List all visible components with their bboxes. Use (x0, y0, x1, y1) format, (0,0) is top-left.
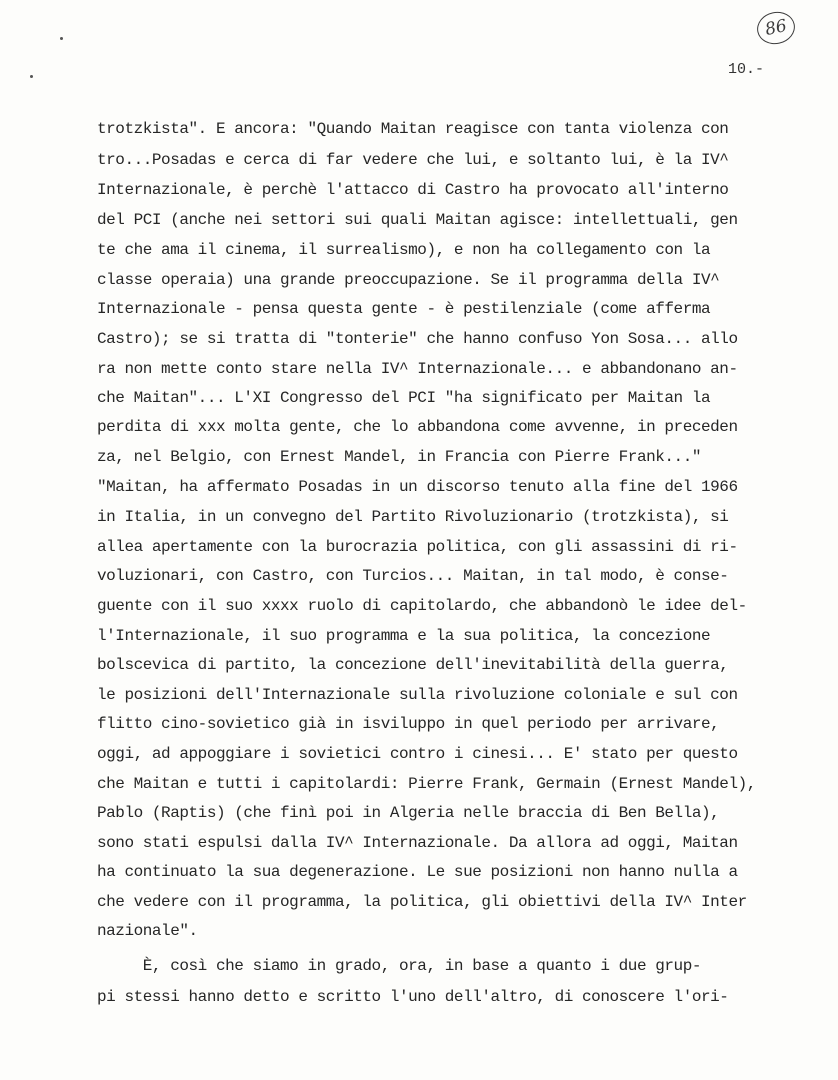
text-line: oggi, ad appoggiare i sovietici contro i cinesi... E' stato per questo (97, 745, 738, 763)
text-line: le posizioni dell'Internazionale sulla rivoluzione coloniale e sul con (97, 686, 738, 704)
text-line: in Italia, in un convegno del Partito Rivoluzionario (trotzkista), si (97, 508, 729, 526)
ink-speck (30, 75, 33, 78)
text-line: bolscevica di partito, la concezione dell'inevitabilità della guerra, (97, 656, 729, 674)
text-line: l'Internazionale, il suo programma e la sua politica, la concezione (97, 627, 711, 645)
text-line: Internazionale - pensa questa gente - è pestilenziale (come afferma (97, 300, 711, 318)
text-line: ha continuato la sua degenerazione. Le sue posizioni non hanno nulla a (97, 863, 738, 881)
text-line: Pablo (Raptis) (che finì poi in Algeria nelle braccia di Ben Bella), (97, 804, 720, 822)
text-line: allea apertamente con la burocrazia politica, con gli assassini di ri- (97, 538, 738, 556)
text-line: pi stessi hanno detto e scritto l'uno dell'altro, di conoscere l'ori- (97, 988, 729, 1006)
text-line: nazionale". (97, 922, 198, 940)
text-line: ra non mette conto stare nella IV^ Internazionale... e abbandonano an- (97, 360, 738, 378)
text-line: che Maitan"... L'XI Congresso del PCI "ha significato per Maitan la (97, 389, 711, 407)
text-line: sono stati espulsi dalla IV^ Internazionale. Da allora ad oggi, Maitan (97, 834, 738, 852)
text-line: Internazionale, è perchè l'attacco di Castro ha provocato all'interno (97, 181, 729, 199)
text-line: "Maitan, ha affermato Posadas in un discorso tenuto alla fine del 1966 (97, 478, 738, 496)
text-line: classe operaia) una grande preoccupazione. Se il programma della IV^ (97, 271, 720, 289)
text-line: voluzionari, con Castro, con Turcios... Maitan, in tal modo, è conse- (97, 567, 729, 585)
page-number: 10.- (728, 61, 765, 78)
text-line: flitto cino-sovietico già in isviluppo in quel periodo per arrivare, (97, 715, 720, 733)
text-line: È, così che siamo in grado, ora, in base a quanto i due grup- (97, 957, 702, 975)
text-line: trotzkista". E ancora: "Quando Maitan reagisce con tanta violenza con (97, 120, 729, 138)
ink-speck (60, 37, 63, 40)
text-line: tro...Posadas e cerca di far vedere che lui, e soltanto lui, è la IV^ (97, 151, 729, 169)
text-line: perdita di xxx molta gente, che lo abbandona come avvenne, in preceden (97, 418, 738, 436)
text-line: te che ama il cinema, il surrealismo), e non ha collegamento con la (97, 241, 711, 259)
text-line: che Maitan e tutti i capitolardi: Pierre Frank, Germain (Ernest Mandel), (97, 775, 756, 793)
text-line: del PCI (anche nei settori sui quali Maitan agisce: intellettuali, gen (97, 211, 738, 229)
text-line: che vedere con il programma, la politica, gli obiettivi della IV^ Inter (97, 893, 747, 911)
text-line: za, nel Belgio, con Ernest Mandel, in Francia con Pierre Frank..." (97, 448, 702, 466)
text-line: Castro); se si tratta di "tonterie" che hanno confuso Yon Sosa... allo (97, 330, 738, 348)
text-line: guente con il suo xxxx ruolo di capitolardo, che abbandonò le idee del- (97, 597, 747, 615)
archive-stamp-number: 86 (754, 8, 798, 47)
